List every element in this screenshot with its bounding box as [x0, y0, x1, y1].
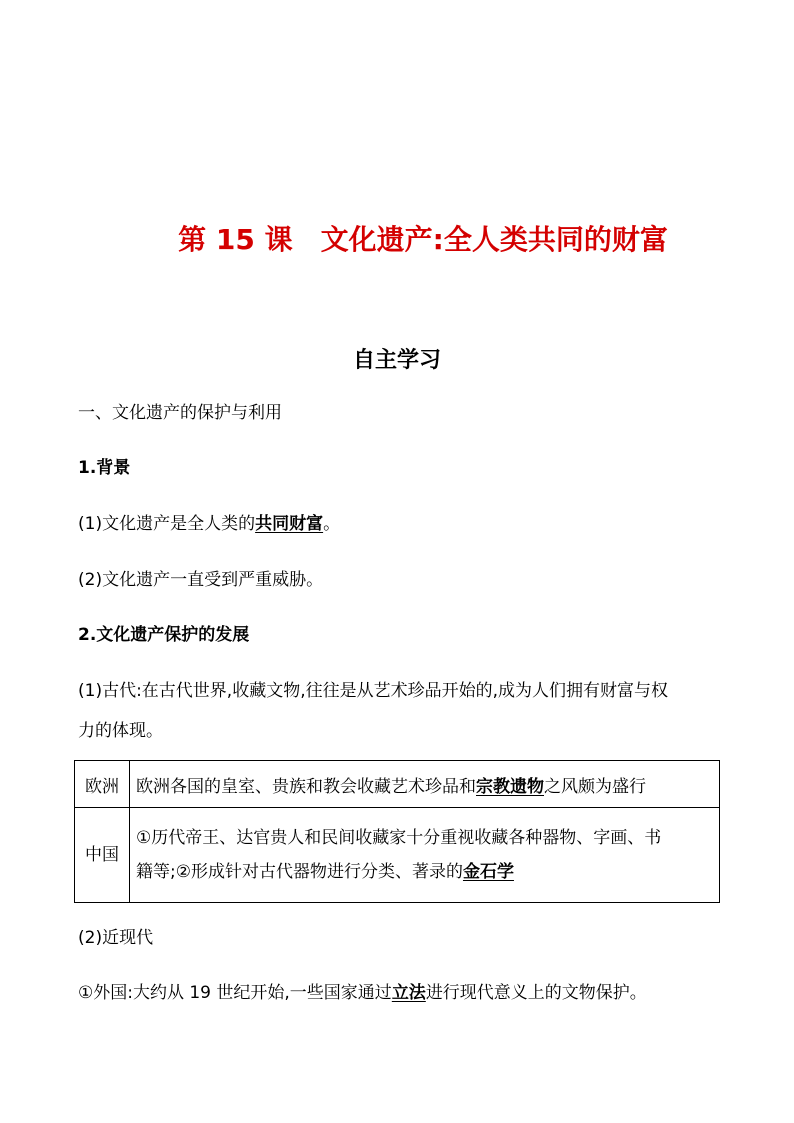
key-term: 立法 [391, 983, 426, 1003]
text: 籍等;②形成针对古代器物进行分类、著录的 [136, 862, 463, 882]
lesson-name: 文化遗产:全人类共同的财富 [320, 223, 668, 256]
key-term: 金石学 [462, 862, 514, 882]
text-line [136, 855, 713, 889]
ancient-line-2: 力的体现。 [78, 721, 163, 741]
text: (1)文化遗产是全人类的 [78, 514, 256, 534]
table-row [75, 761, 720, 808]
text: 进行现代意义上的文物保护。 [425, 983, 647, 1003]
ancient-line-1: (1)古代:在古代世界,收藏文物,往往是从艺术珍品开始的,成为人们拥有财富与权 [78, 681, 669, 701]
section-title: 自主学习 [352, 348, 441, 373]
background-item-2: (2)文化遗产一直受到严重威胁。 [78, 570, 324, 590]
region-cell: 欧洲 [75, 761, 130, 808]
background-heading: 1.背景 [78, 458, 131, 478]
key-term: 宗教遗物 [476, 776, 544, 797]
modern-heading: (2)近现代 [78, 928, 154, 948]
lesson-number: 第 15 课 [178, 223, 293, 256]
region-cell: 中国 [75, 808, 130, 903]
table-row [75, 808, 720, 903]
lesson-title [0, 218, 794, 258]
key-term: 共同财富 [255, 514, 324, 534]
text: 。 [323, 514, 341, 534]
text: ①历代帝王、达官贵人和民间收藏家十分重视收藏各种器物、字画、书 [136, 828, 662, 848]
content-cell [130, 808, 720, 903]
background-item-1 [78, 510, 340, 538]
part-heading: 一、文化遗产的保护与利用 [78, 403, 282, 423]
text: ①外国:大约从 19 世纪开始,一些国家通过 [78, 983, 392, 1003]
foreign-item [78, 979, 647, 1007]
text: 欧洲各国的皇室、贵族和教会收藏艺术珍品和 [136, 776, 476, 797]
ancient-comparison-table [74, 760, 720, 903]
text: 之风颇为盛行 [544, 776, 646, 797]
development-heading: 2.文化遗产保护的发展 [78, 625, 250, 645]
content-cell [130, 761, 720, 808]
